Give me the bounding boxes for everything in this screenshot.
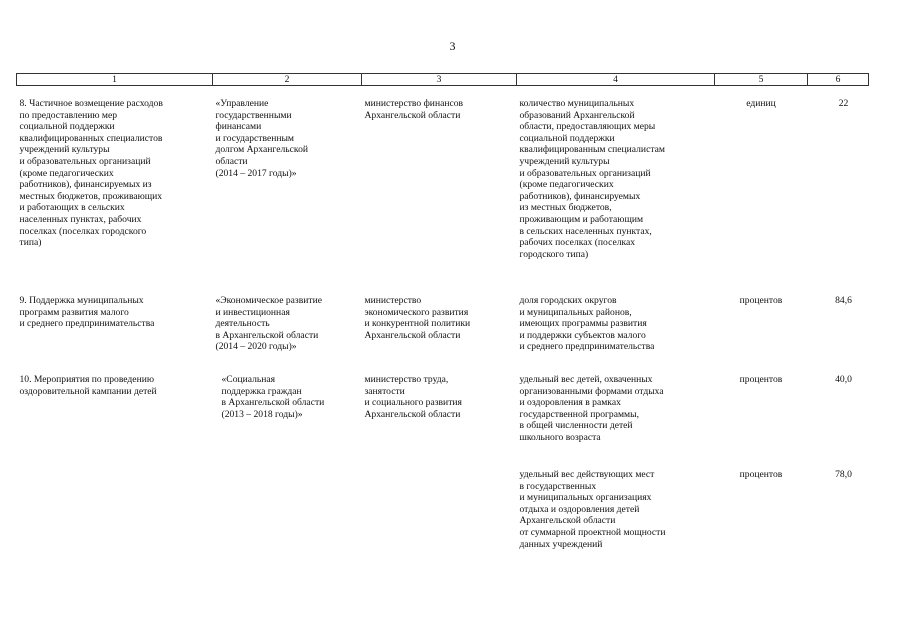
indicator-cell: удельный вес детей, охваченных организованными формами отдыха и оздоровления в рамках государственной программы, в общей численности детей школьного возраста [519, 374, 664, 443]
program-cell: «Социальная поддержка граждан в Архангельской области (2013 – 2018 годы)» [221, 374, 325, 420]
column-header: 4 [517, 74, 715, 86]
value-cell: 22 [838, 98, 849, 109]
value-cell: 78,0 [835, 469, 852, 480]
unit-cell: единиц [746, 98, 776, 109]
column-header: 5 [715, 74, 808, 86]
column-header: 1 [17, 74, 213, 86]
indicator-cell: доля городских округов и муниципальных районов, имеющих программы развития и поддержки субъектов малого и среднего предпринимательства [519, 295, 655, 353]
value-cell: 84,6 [835, 295, 852, 306]
column-header: 2 [213, 74, 362, 86]
table-row [17, 362, 869, 456]
executor-cell [362, 456, 517, 555]
program-cell: «Экономическое развитие и инвестиционная деятельность в Архангельской области (2014 – 2020 годы)» [215, 295, 322, 353]
column-header: 3 [362, 74, 517, 86]
activity-cell: 9. Поддержка муниципальных программ развития малого и среднего предпринимательства [19, 295, 155, 330]
activity-cell: 10. Мероприятия по проведению оздоровительной кампании детей [19, 374, 157, 397]
table-row [17, 283, 869, 362]
indicator-table [16, 73, 869, 555]
table-row [17, 86, 869, 284]
program-cell [213, 456, 362, 555]
executor-cell: министерство финансов Архангельской области [364, 98, 464, 121]
indicator-cell: количество муниципальных образований Архангельской области, предоставляющих меры социальной поддержки квалифицированным специалистам учреждений культуры и образовательных организаций (кроме педагогических работников), финансируемых из местных бюджетов, проживающим и работающим в сельских населенных пунктах, рабочих поселках (поселках городского типа) [519, 98, 665, 260]
unit-cell: процентов [739, 295, 783, 306]
table-row [17, 456, 869, 555]
activity-cell [17, 456, 213, 555]
column-number-row [17, 74, 869, 86]
value-cell: 40,0 [835, 374, 852, 385]
unit-cell: процентов [739, 374, 783, 385]
page-number: 3 [449, 39, 456, 53]
column-header: 6 [808, 74, 869, 86]
executor-cell: министерство труда, занятости и социального развития Архангельской области [364, 374, 462, 420]
unit-cell: процентов [739, 469, 783, 480]
indicator-cell: удельный вес действующих мест в государственных и муниципальных организациях отдыха и оздоровления детей Архангельской области от суммарной проектной мощности данных учреждений [519, 469, 666, 550]
program-cell: «Управление государственными финансами и государственным долгом Архангельской области (2014 – 2017 годы)» [215, 98, 308, 179]
executor-cell: министерство экономического развития и конкурентной политики Архангельской области [364, 295, 471, 341]
activity-cell: 8. Частичное возмещение расходов по предоставлению мер социальной поддержки квалифицированных специалистов учреждений культуры и образовательных организаций (кроме педагогических работников), финансируемых из местных бюджетов, проживающих и работающих в сельских населенных пунктах, рабочих поселках (поселках городского типа) [19, 98, 163, 249]
